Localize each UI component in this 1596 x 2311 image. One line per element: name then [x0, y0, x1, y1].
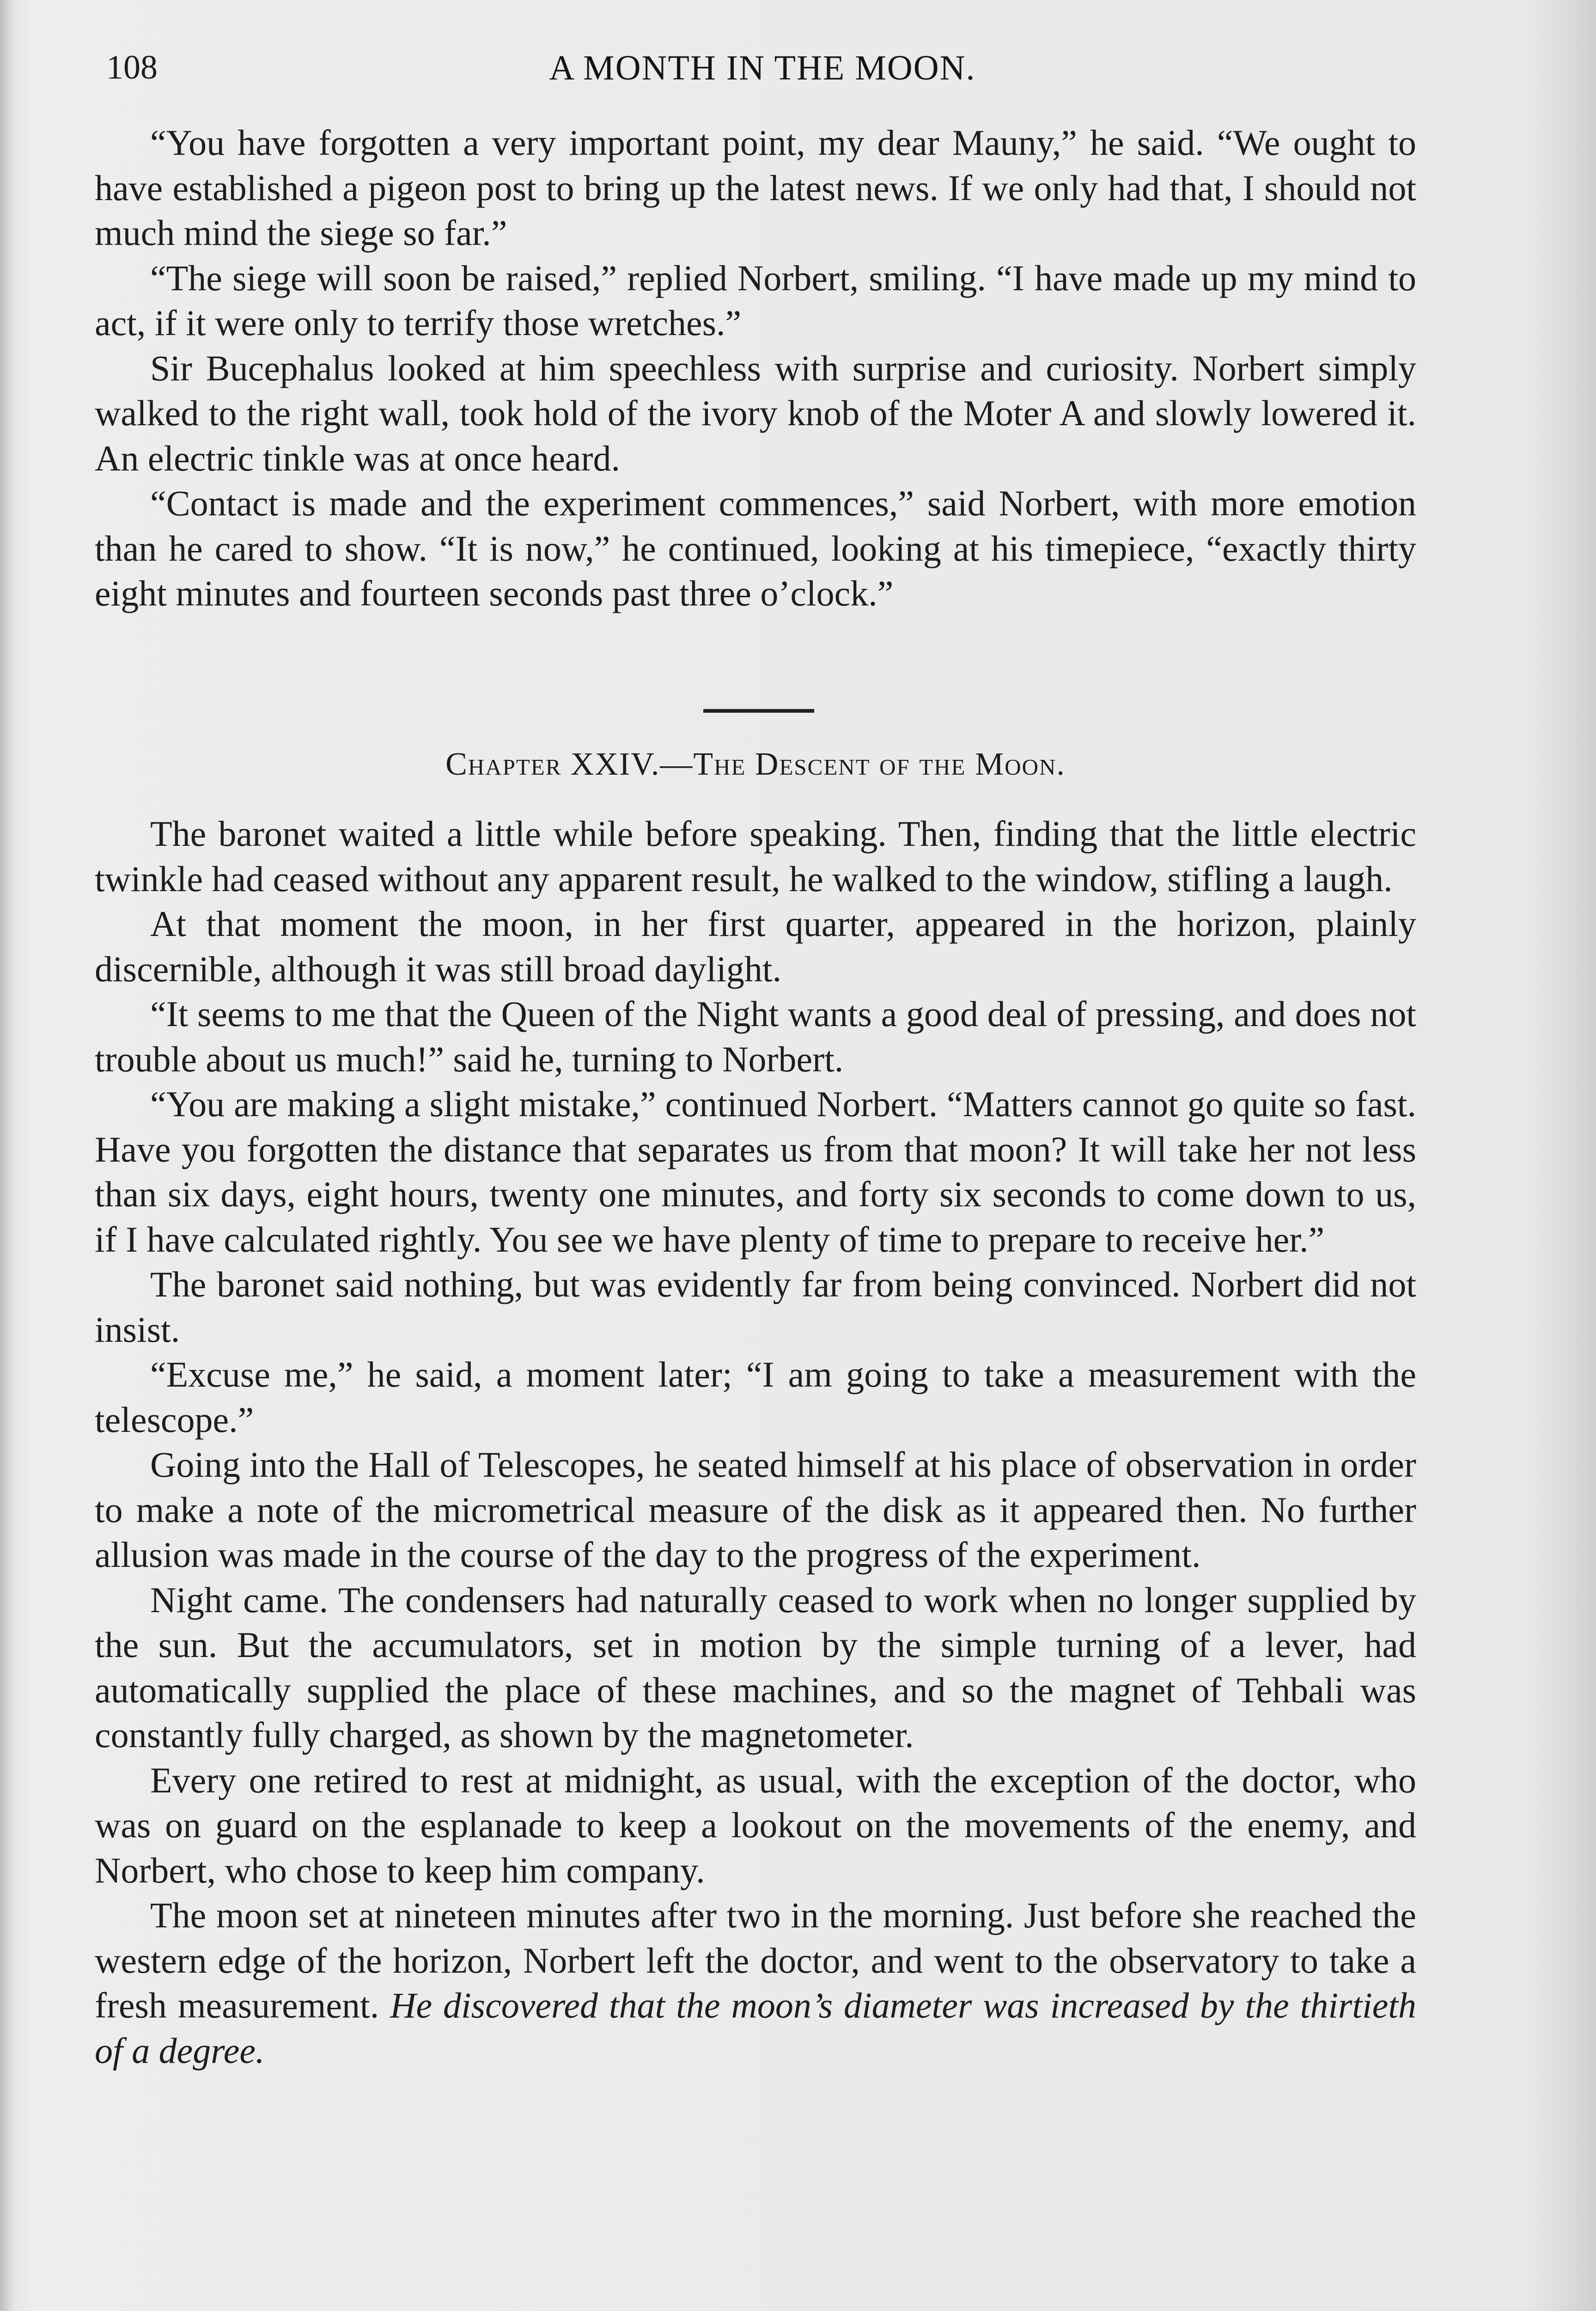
paragraph: Going into the Hall of Telescopes, he seated himself at his place of observation in order to make a note of the micrometrical measure of the disk as it appeared then. No further allusion was made in the course of the day to the progress of the experiment.: [95, 1444, 1416, 1575]
section-divider: [703, 709, 814, 713]
final-paragraph: [95, 1893, 1416, 2073]
paragraph: Night came. The condensers had naturally ceased to work when no longer supplied by the sun. But the accumulators, set in motion by the simple turning of a lever, had automatically supplied the place of these machines, and so the magnet of Tehbali was constantly fully charged, as shown by the magnetometer.: [95, 1579, 1416, 1755]
paragraph: Every one retired to rest at midnight, as usual, with the exception of the doctor, who was on guard on the esplanade to keep a lookout on the movements of the enemy, and Norbert, who chose to keep him company.: [95, 1760, 1416, 1890]
page-header: [106, 48, 1419, 99]
paragraph: “Contact is made and the experiment commences,” said Norbert, with more emotion than he cared to show. “It is now,” he continued, looking at his timepiece, “exactly thirty eight minutes and fourteen seconds past three o’clock.”: [95, 483, 1416, 613]
paragraph: The baronet said nothing, but was evidently far from being convinced. Norbert did not insist.: [95, 1264, 1416, 1350]
final-paragraph-italic: He discovered that the moon’s diameter was increased by the thirtieth of a degree.: [95, 1985, 1417, 2071]
paragraph: “The siege will soon be raised,” replied Norbert, smiling. “I have made up my mind to act, if it were only to terrify those wretches.”: [95, 257, 1416, 343]
paragraph: Sir Bucephalus looked at him speechless with surprise and curiosity. Norbert simply walked to the right wall, took hold of the ivory knob of the Moter A and slowly lowered it. An electric tinkle was at once heard.: [95, 348, 1416, 478]
chapter-heading: Chapter XXIV.—The Descent of the Moon.: [445, 746, 1066, 782]
paragraph: “You have forgotten a very important point, my dear Mauny,” he said. “We ought to have established a pigeon post to bring up the latest news. If we only had that, I should not much mind the siege so far.”: [95, 122, 1416, 253]
top-text-block: [95, 120, 1416, 616]
final-paragraph-text: The moon set at nineteen minutes after two in the morning. Just before she reached the western edge of the horizon, Norbert left the doctor, and went to the observatory to take a fresh measurement.: [95, 1895, 1416, 2025]
page-number: 108: [106, 49, 158, 86]
running-title: A MONTH IN THE MOON.: [549, 49, 976, 87]
paragraph: “You are making a slight mistake,” continued Norbert. “Matters cannot go quite so fast. Have you forgotten the distance that separates us from that moon? It will take her not less than six days, eight hours, twenty one minutes, and forty six seconds to come down to us, if I have calculated rightly. You see we have plenty of time to prepare to receive her.”: [95, 1084, 1416, 1259]
paragraph: At that moment the moon, in her first quarter, appeared in the horizon, plainly discernible, although it was still broad daylight.: [95, 904, 1416, 989]
bottom-text-block: [95, 811, 1416, 2073]
paragraph: The baronet waited a little while before speaking. Then, finding that the little electric twinkle had ceased without any apparent result, he walked to the window, stifling a laugh.: [95, 813, 1416, 899]
paragraph: “Excuse me,” he said, a moment later; “I am going to take a measurement with the telescope.”: [95, 1354, 1416, 1440]
paragraph: “It seems to me that the Queen of the Night wants a good deal of pressing, and does not trouble about us much!” said he, turning to Norbert.: [95, 994, 1416, 1079]
